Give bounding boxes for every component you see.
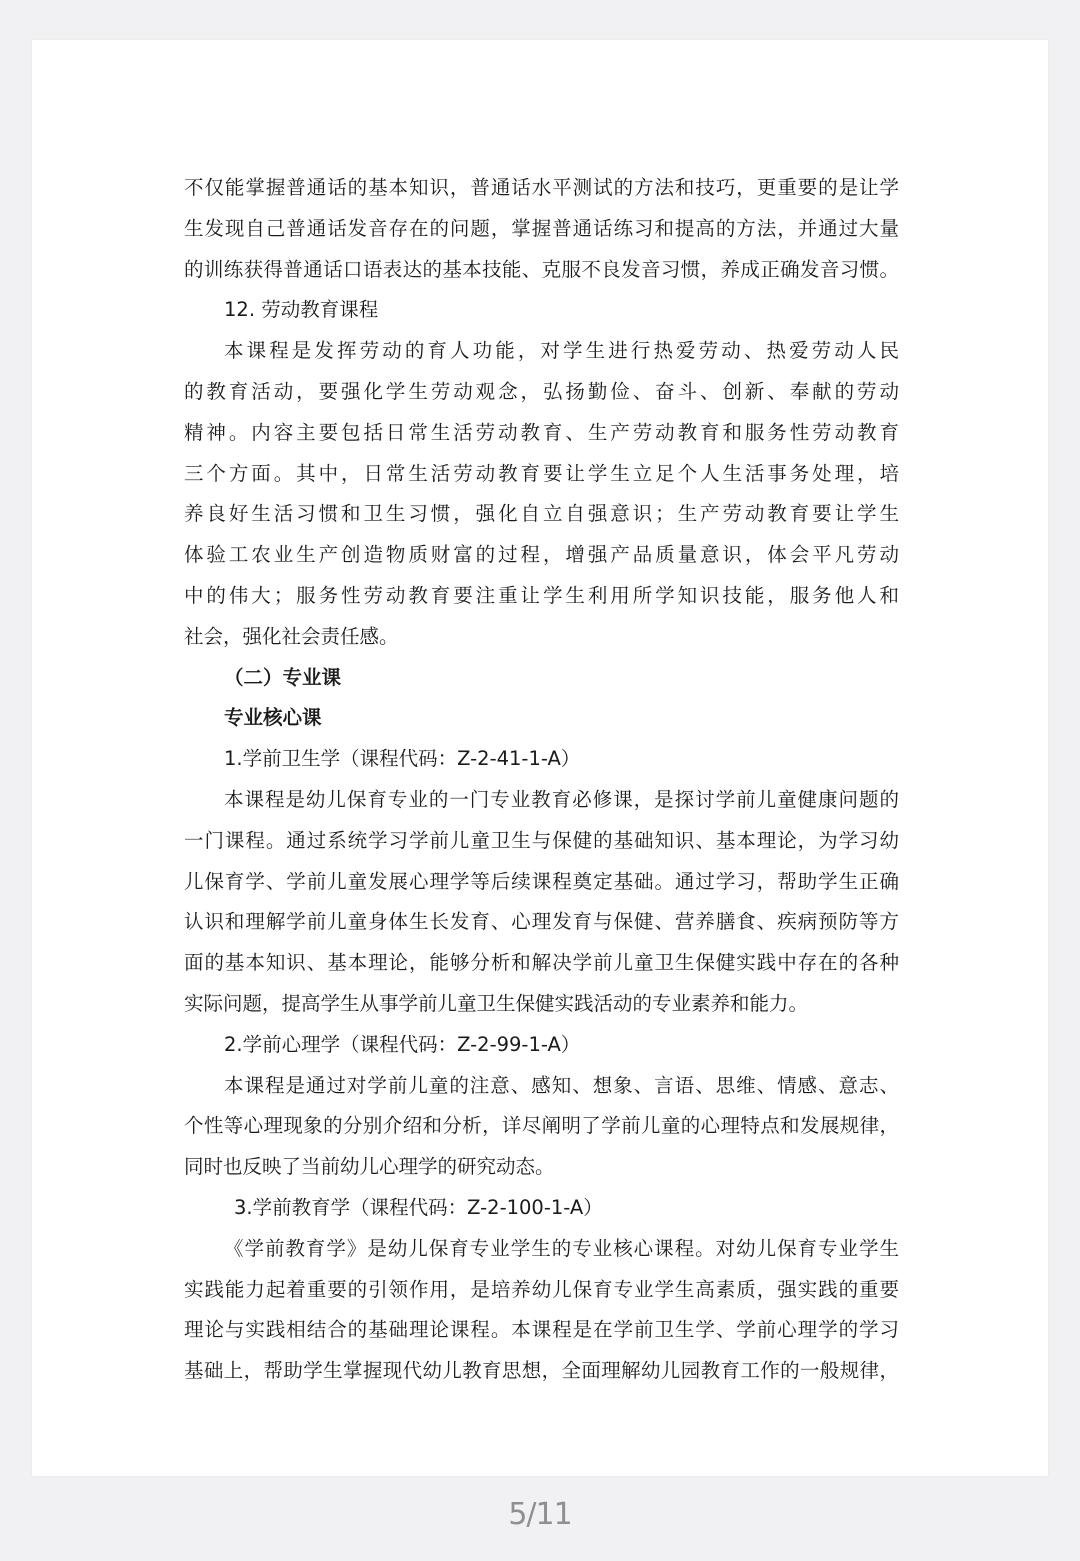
- text-line: 实际问题，提高学生从事学前儿童卫生保健实践活动的专业素养和能力。: [184, 991, 809, 1015]
- paragraph-first-line: 《学前教育学》是幼儿保育专业学生的专业核心课程。对幼儿保育专业学生: [224, 1236, 899, 1260]
- text-line: 一门课程。通过系统学习学前儿童卫生与保健的基础知识、基本理论，为学习幼: [184, 828, 899, 852]
- section-heading: （二）专业课: [224, 665, 342, 689]
- section-item-title: 12. 劳动教育课程: [224, 298, 379, 322]
- text-line: 个性等心理现象的分别介绍和分析，详尽阐明了学前儿童的心理特点和发展规律，: [184, 1114, 899, 1138]
- course-title: 3.学前教育学（课程代码：Z-2-100-1-A）: [234, 1195, 603, 1219]
- text-line: 社会，强化社会责任感。: [184, 624, 399, 648]
- course-title: 1.学前卫生学（课程代码：Z-2-41-1-A）: [224, 747, 581, 771]
- text-line: 三个方面。其中，日常生活劳动教育要让学生立足个人生活事务处理，培: [184, 461, 899, 485]
- text-line: 面的基本知识、基本理论，能够分析和解决学前儿童卫生保健实践中存在的各种: [184, 951, 899, 975]
- text-line: 实践能力起着重要的引领作用，是培养幼儿保育专业学生高素质，强实践的重要: [184, 1277, 899, 1301]
- text-line: 精神。内容主要包括日常生活劳动教育、生产劳动教育和服务性劳动教育: [184, 420, 899, 444]
- document-page: [32, 40, 1048, 1476]
- text-line: 生发现自己普通话发音存在的问题，掌握普通话练习和提高的方法，并通过大量: [184, 216, 899, 240]
- page-body: [184, 168, 899, 1392]
- text-line: 不仅能掌握普通话的基本知识，普通话水平测试的方法和技巧，更重要的是让学: [184, 176, 899, 199]
- text-line: 儿保育学、学前儿童发展心理学等后续课程奠定基础。通过学习，帮助学生正确: [184, 869, 899, 893]
- text-line: 的训练获得普通话口语表达的基本技能、克服不良发音习惯，养成正确发音习惯。: [184, 257, 899, 281]
- text-line: 基础上，帮助学生掌握现代幼儿教育思想，全面理解幼儿园教育工作的一般规律，: [184, 1359, 899, 1383]
- text-line: 理论与实践相结合的基础理论课程。本课程是在学前卫生学、学前心理学的学习: [184, 1318, 899, 1342]
- paragraph-first-line: 本课程是发挥劳动的育人功能，对学生进行热爱劳动、热爱劳动人民: [224, 339, 899, 363]
- paragraph-first-line: 本课程是幼儿保育专业的一门专业教育必修课，是探讨学前儿童健康问题的: [224, 787, 899, 811]
- page-indicator: 5/11: [508, 1497, 572, 1532]
- text-line: 养良好生活习惯和卫生习惯，强化自立自强意识；生产劳动教育要让学生: [184, 502, 899, 526]
- paragraph-first-line: 本课程是通过对学前儿童的注意、感知、想象、言语、思维、情感、意志、: [224, 1073, 899, 1097]
- text-line: 体验工农业生产创造物质财富的过程，增强产品质量意识，体会平凡劳动: [184, 543, 899, 567]
- text-line: 同时也反映了当前幼儿心理学的研究动态。: [184, 1155, 555, 1179]
- text-line: 的教育活动，要强化学生劳动观念，弘扬勤俭、奋斗、创新、奉献的劳动: [184, 379, 899, 403]
- course-title: 2.学前心理学（课程代码：Z-2-99-1-A）: [224, 1032, 581, 1056]
- subsection-heading: 专业核心课: [224, 706, 322, 730]
- text-line: 认识和理解学前儿童身体生长发育、心理发育与保健、营养膳食、疾病预防等方: [184, 910, 899, 934]
- text-line: 中的伟大；服务性劳动教育要注重让学生利用所学知识技能，服务他人和: [184, 583, 899, 607]
